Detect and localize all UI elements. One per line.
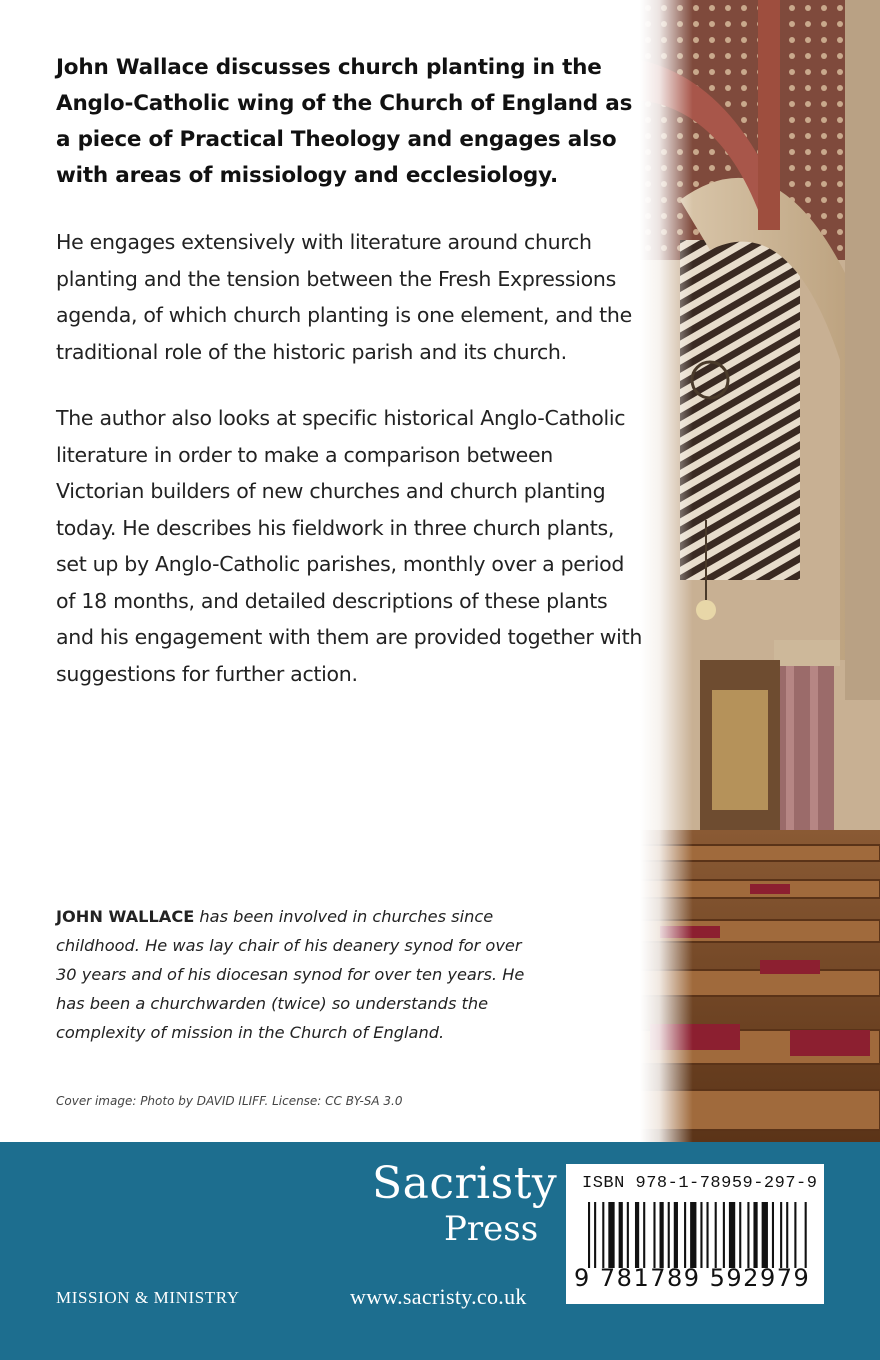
- isbn-text: ISBN 978-1-78959-297-9: [582, 1174, 818, 1193]
- publisher-logo: [372, 1158, 557, 1248]
- author-bio-text: has been involved in churches since childhood. He was lay chair of his deanery synod for over 30 years and of his diocesan synod for over ten years. He has been a churchwarden (twice) so understands the complexity of mission in the Church of England.: [56, 907, 525, 1042]
- body-paragraph-2: The author also looks at specific historical Anglo-Catholic literature in order to make a comparison between Victorian builders of new churches and church planting today. He describes his fieldwork in three church plants, set up by Anglo-Catholic parishes, monthly over a period of 18 months, and detailed descriptions of these plants and his engagement with them are provided together with suggestions for further action.: [56, 406, 643, 686]
- body-paragraph-1: He engages extensively with literature around church planting and the tension between the Fresh Expressions agenda, of which church planting is one element, and the traditional role of the historic parish and its church.: [56, 230, 632, 364]
- description-column: [56, 50, 646, 692]
- publisher-name-top: Sacristy: [372, 1158, 558, 1209]
- image-credit: Cover image: Photo by DAVID ILIFF. License: CC BY-SA 3.0: [56, 1094, 403, 1108]
- barcode-bars: [588, 1202, 810, 1268]
- cover-photo-church-interior: [640, 0, 880, 1142]
- publisher-url: www.sacristy.co.uk: [350, 1284, 527, 1309]
- ean-digits: 9 781789 592979: [574, 1264, 811, 1292]
- author-bio: [56, 902, 526, 1047]
- publisher-name-bottom: Press: [444, 1209, 539, 1249]
- series-label: MISSION & MINISTRY: [56, 1288, 240, 1307]
- isbn-barcode: [566, 1164, 824, 1304]
- lead-paragraph: John Wallace discusses church planting in the Anglo-Catholic wing of the Church of England as a piece of Practical Theology and engages also with areas of missiology and ecclesiology.: [56, 55, 633, 188]
- church-interior-illustration: [640, 0, 880, 1142]
- author-name: JOHN WALLACE: [56, 907, 195, 926]
